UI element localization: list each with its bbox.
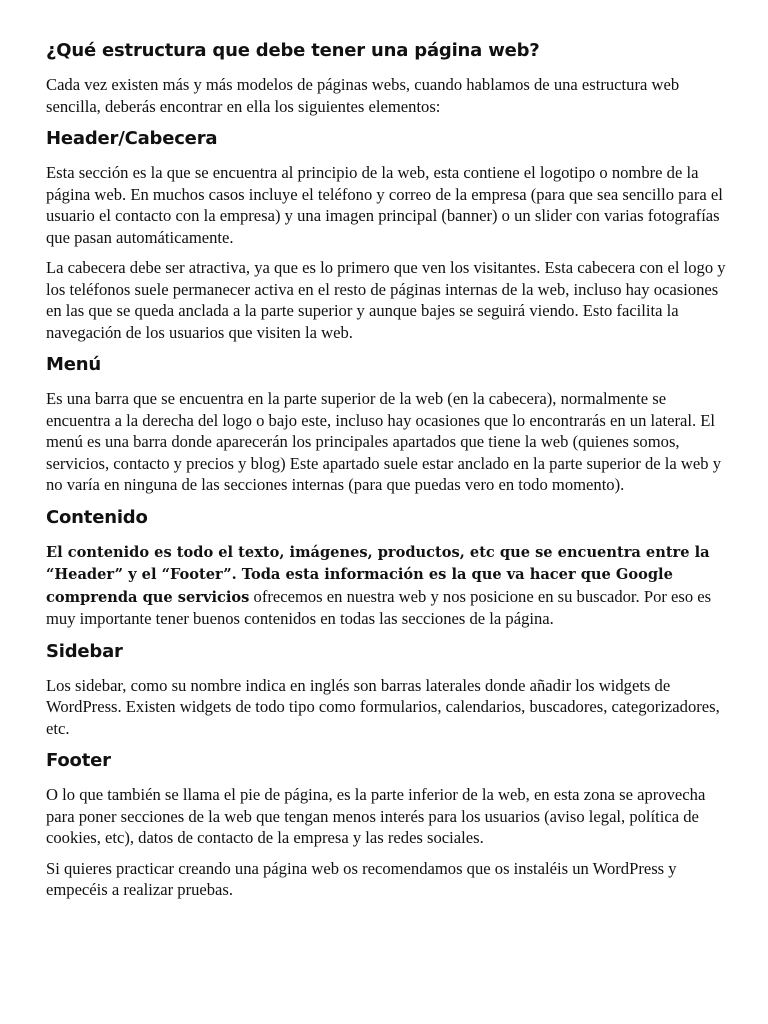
contenido-lead-text: El contenido es todo el texto, imágenes, productos, etc que se encuentra entre la “Header” y el “Footer”. Toda esta información es la que va hacer que Google comprenda que servicios (46, 543, 710, 606)
section-heading-header: Header/Cabecera (46, 128, 218, 149)
section-heading-contenido: Contenido (46, 506, 148, 528)
header-paragraph-2: La cabecera debe ser atractiva, ya que es lo primero que ven los visitantes. Esta cabecera con el logo y los teléfonos suele permanecer activa en el resto de páginas internas de la web, incluso hay ocasiones en las que se queda anclada a la parte superior y aunque bajes se seguirá viendo. Esto facilita la navegación de los usuarios que visiten la web. (46, 258, 726, 342)
document-title: ¿Qué estructura que debe tener una página web? (46, 40, 540, 61)
contenido-rest-text: ofrecemos en nuestra web y nos posicione en su buscador. Por eso es muy importante tener buenos contenidos en todas las secciones de la página. (46, 586, 712, 628)
menu-paragraph-1: Es una barra que se encuentra en la parte superior de la web (en la cabecera), normalmente se encuentra a la derecha del logo o bajo este, incluso hay ocasiones que lo encontrarás en un lateral. El menú es una barra donde aparecerán los principales apartados que tiene la web (quienes somos, servicios, contacto y precios y blog) Este apartado suele estar anclado en la parte superior de la web y no varía en ninguna de las secciones internas (para que puedas vero en todo momento). (46, 389, 722, 494)
section-heading-sidebar: Sidebar (46, 640, 123, 662)
section-heading-footer: Footer (46, 750, 111, 771)
contenido-paragraph-1 (46, 541, 730, 630)
sidebar-paragraph-1: Los sidebar, como su nombre indica en inglés son barras laterales donde añadir los widgets de WordPress. Existen widgets de todo tipo como formularios, calendarios, buscadores, categorizadores, etc. (46, 675, 720, 738)
intro-paragraph: Cada vez existen más y más modelos de páginas webs, cuando hablamos de una estructura web sencilla, deberás encontrar en ella los siguientes elementos: (46, 75, 680, 116)
document-page (46, 38, 730, 910)
header-paragraph-1: Esta sección es la que se encuentra al principio de la web, esta contiene el logotipo o nombre de la página web. En muchos casos incluye el teléfono y correo de la empresa (para que sea sencillo para el usuario el contacto con la empresa) y una imagen principal (banner) o un slider con varias fotografías que pasan automáticamente. (46, 163, 723, 247)
footer-paragraph-1: O lo que también se llama el pie de página, es la parte inferior de la web, en esta zona se aprovecha para poner secciones de la web que tengan menos interés para los usuarios (aviso legal, política de cookies, etc), datos de contacto de la empresa y las redes sociales. (46, 785, 706, 847)
footer-paragraph-2: Si quieres practicar creando una página web os recomendamos que os instaléis un WordPress y empecéis a realizar pruebas. (46, 858, 677, 899)
section-heading-menu: Menú (46, 354, 101, 375)
